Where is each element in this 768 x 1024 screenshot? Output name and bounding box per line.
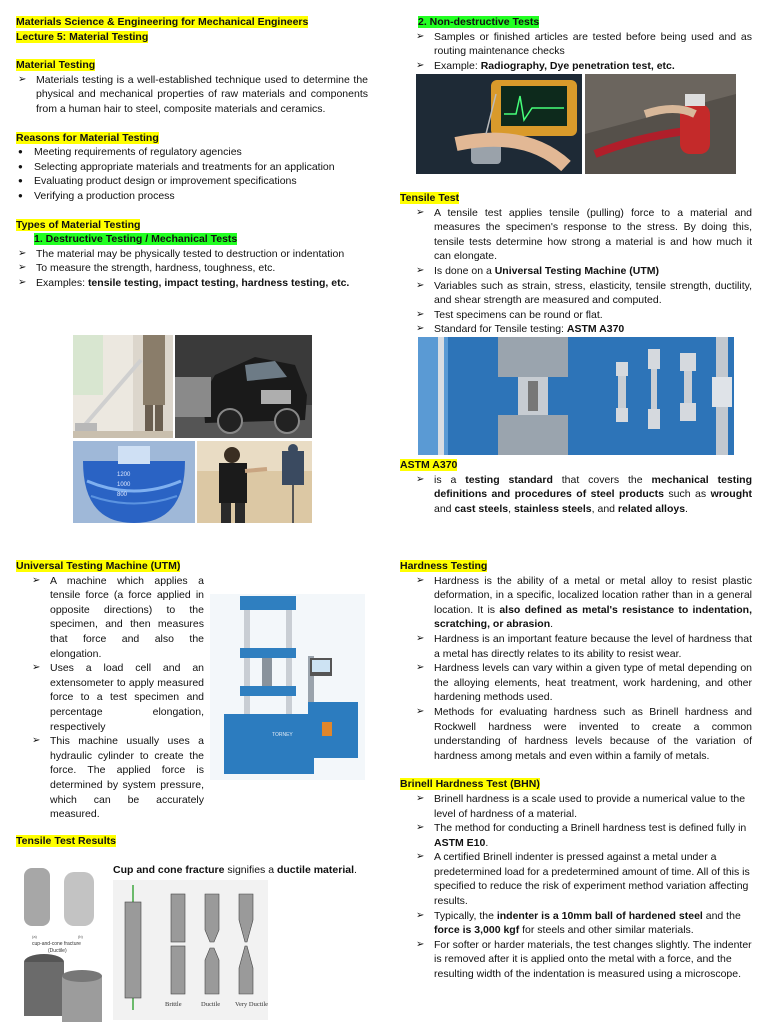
diagram-label: Very Ductile xyxy=(235,1001,268,1008)
dye-penetrant-illustration xyxy=(585,74,736,174)
fracture-illustration xyxy=(18,858,103,1024)
beaker-mark: 800 xyxy=(117,492,128,498)
shooting-photo xyxy=(197,441,312,523)
list-item: ➢ Example: Radiography, Dye penetration test, etc. xyxy=(400,59,752,74)
dye-penetrant-photo xyxy=(585,74,736,174)
machine-label: TORNEY xyxy=(272,732,293,738)
list-item: ➢ Methods for evaluating hardness such as Brinell hardness and Rockwell hardness were invented to create a common understanding of hardness levels because of the variation of hardness among metals and even within a family of metals. xyxy=(400,705,752,763)
list-item: ➢ A certified Brinell indenter is pressed against a metal under a predetermined load for a predetermined amount of time. All of this is specified to reduce the risk of experiment method variation affecting results. xyxy=(400,850,752,908)
diagram-label: Ductile xyxy=(201,1001,221,1008)
list-item: ➢ The method for conducting a Brinell hardness test is defined fully in ASTM E10. xyxy=(400,821,752,850)
list-item: ➢ For softer or harder materials, the test changes slightly. The indenter is removed after it is applied onto the metal with a force, and the resulting width of the indentation is measured using a microscope. xyxy=(400,938,752,982)
ndt-heading: 2. Non-destructive Tests xyxy=(418,16,540,28)
list-item: ● Meeting requirements of regulatory agencies xyxy=(16,145,368,160)
list-item: ➢ Examples: tensile testing, impact testing, hardness testing, etc. xyxy=(16,276,368,291)
list-item: ➢ The material may be physically tested to destruction or indentation xyxy=(16,247,368,262)
beaker-illustration xyxy=(73,441,195,523)
right-column-top xyxy=(400,15,752,73)
list-item: ➢ This machine usually uses a hydraulic cylinder to create the force. The applied force is determined by system pressure, which can be accurately measured. xyxy=(16,734,204,822)
destructive-list xyxy=(16,247,368,291)
photo-label: cup-and-cone fracture xyxy=(32,941,81,947)
brinell-heading: Brinell Hardness Test (BHN) xyxy=(400,778,540,791)
ultrasonic-illustration xyxy=(416,74,582,174)
header xyxy=(16,15,368,44)
utm-list xyxy=(16,574,204,822)
left-column-top xyxy=(16,15,368,291)
list-item: ➢ Hardness levels can vary within a given type of metal depending on the alloying elements, heat treatment, work hardening, and other hardening methods used. xyxy=(400,661,752,705)
vacuum-illustration xyxy=(73,335,173,438)
types-heading: Types of Material Testing xyxy=(16,218,141,231)
list-item: ➢ Hardness is the ability of a metal or metal alloy to resist plastic deformation, in a specific, localized location rather than in a general location. It is also defined as metal's resistance to indentation, scratching, or abrasion. xyxy=(400,574,752,632)
material-testing-heading: Material Testing xyxy=(16,59,96,72)
list-item: ➢ Test specimens can be round or flat. xyxy=(400,308,752,323)
list-item: ➢ Hardness is an important feature because the level of hardness that a metal has directly relates to its ability to resist wear. xyxy=(400,632,752,661)
beaker-mark: 1000 xyxy=(117,482,131,488)
list-item: ● Evaluating product design or improvement specifications xyxy=(16,174,368,189)
beaker-photo xyxy=(73,441,195,523)
list-item: ➢ Materials testing is a well-established technique used to determine the physical and mechanical properties of raw materials and components from a human hair to steel, composite materials and ceramics. xyxy=(16,73,368,117)
list-item: ➢ is a testing standard that covers the mechanical testing definitions and procedures of steel products such as wrought and cast steels, stainless steels, and related alloys. xyxy=(400,473,752,517)
svg-text:(a): (a) xyxy=(32,934,37,939)
astm-heading: ASTM A370 xyxy=(400,459,458,471)
list-item: ● Verifying a production process xyxy=(16,189,368,204)
tensile-list xyxy=(400,206,752,337)
document-title: Materials Science & Engineering for Mechanical Engineers xyxy=(16,16,309,28)
material-testing-list xyxy=(16,73,368,117)
crash-test-illustration xyxy=(175,335,312,438)
results-section xyxy=(16,834,368,849)
vacuum-photo xyxy=(73,335,173,438)
svg-text:(b): (b) xyxy=(78,934,83,939)
beaker-mark: 1200 xyxy=(117,472,131,478)
hardness-heading: Hardness Testing xyxy=(400,560,488,572)
fracture-photo xyxy=(18,858,103,1024)
right-column-bottom xyxy=(400,559,752,982)
hardness-list xyxy=(400,574,752,764)
list-item: ➢ A tensile test applies tensile (pulling) force to a material and measures the specimen's response to the stress. By doing this, tensile tests determine how strong a material is and how much it can elongate. xyxy=(400,206,752,264)
astm-list xyxy=(400,473,752,517)
crash-test-photo xyxy=(175,335,312,438)
list-item: ● Selecting appropriate materials and treatments for an application xyxy=(16,160,368,175)
photo-label: (Ductile) xyxy=(48,948,67,954)
tensile-heading: Tensile Test xyxy=(400,192,460,204)
tensile-specimens-photo xyxy=(418,337,734,455)
reasons-heading: Reasons for Material Testing xyxy=(16,131,159,144)
destructive-subheading: 1. Destructive Testing / Mechanical Tests xyxy=(34,233,238,246)
reasons-list xyxy=(16,145,368,203)
list-item: ➢ Variables such as strain, stress, elasticity, tensile strength, ductility, and shear strength are measured and computed. xyxy=(400,279,752,308)
results-heading: Tensile Test Results xyxy=(16,835,116,847)
list-item: ➢ Standard for Tensile testing: ASTM A370 xyxy=(400,322,752,337)
ductility-diagram-svg xyxy=(113,880,268,1020)
list-item: ➢ Brinell hardness is a scale used to provide a numerical value to the level of hardness of a material. xyxy=(400,792,752,821)
list-item: ➢ A machine which applies a tensile force (a force applied in opposite directions) to the specimen, and then measures that force and also the elongation. xyxy=(16,574,204,662)
results-caption: Cup and cone fracture signifies a ductile material. xyxy=(113,864,357,876)
examples-bold: tensile testing, impact testing, hardness testing, etc. xyxy=(87,276,350,289)
ultrasonic-test-photo xyxy=(416,74,582,174)
right-column-mid xyxy=(400,191,752,337)
shooting-illustration xyxy=(197,441,312,523)
list-item: ➢ Is done on a Universal Testing Machine (UTM) xyxy=(400,264,752,279)
list-item: ➢ Typically, the indenter is a 10mm ball of hardened steel and the force is 3,000 kgf for steels and other similar materials. xyxy=(400,909,752,938)
utm-machine-illustration xyxy=(210,594,365,780)
list-item: ➢ Samples or finished articles are tested before being used and as routing maintenance checks xyxy=(400,30,752,59)
lecture-title: Lecture 5: Material Testing xyxy=(16,30,149,43)
brinell-list xyxy=(400,792,752,982)
astm-section xyxy=(400,458,752,516)
utm-machine-photo xyxy=(210,594,365,780)
utm-heading: Universal Testing Machine (UTM) xyxy=(16,560,181,572)
utm-section xyxy=(16,559,204,822)
ductility-diagram xyxy=(113,880,268,1020)
diagram-label: Brittle xyxy=(165,1001,182,1008)
list-item: ➢ To measure the strength, hardness, toughness, etc. xyxy=(16,261,368,276)
tensile-specimens-illustration xyxy=(418,337,734,455)
ndt-list xyxy=(400,30,752,74)
list-item: ➢ Uses a load cell and an extensometer to apply measured force to a test specimen and percentage elongation, respectively xyxy=(16,661,204,734)
